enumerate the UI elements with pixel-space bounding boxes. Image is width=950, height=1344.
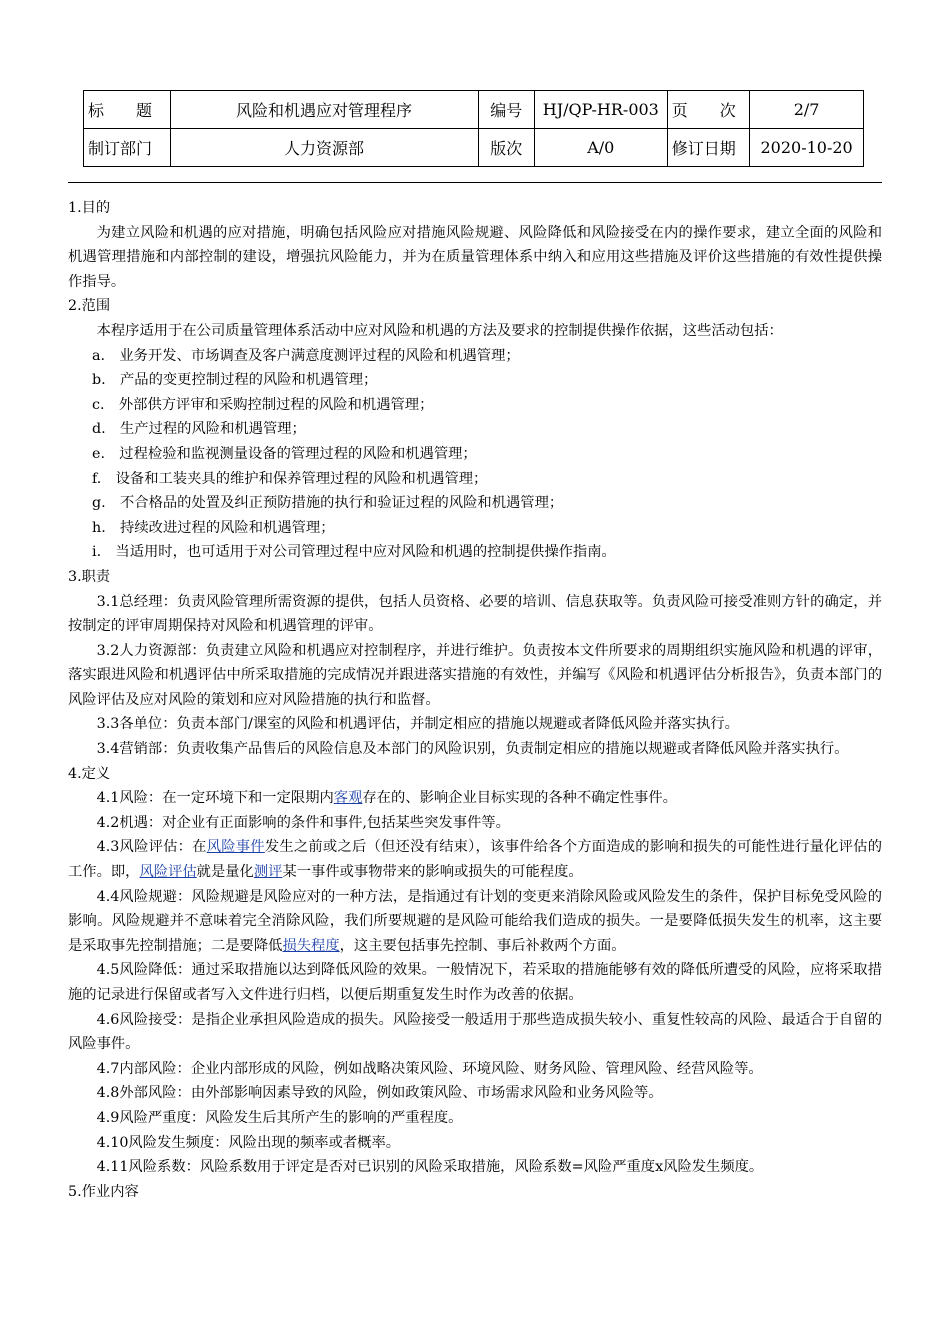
link-loss-degree[interactable]: 损失程度 [282, 937, 340, 954]
responsibility-marketing: 3.4营销部：负责收集产品售后的风险信息及本部门的风险识别，负责制定相应的措施以规避或者降低风险并落实执行。 [96, 741, 849, 758]
definition-frequency: 4.10风险发生频度：风险出现的频率或者概率。 [96, 1134, 401, 1151]
responsibility-units: 3.3各单位：负责本部门/课室的风险和机遇评估，并制定相应的措施以规避或者降低风险并落实执行。 [96, 716, 739, 733]
definition-risk [68, 786, 882, 811]
header-row-2 [84, 129, 864, 167]
definition-text: 4.3风险评估：在 [96, 839, 207, 856]
link-evaluation[interactable]: 测评 [253, 864, 283, 881]
purpose-paragraph: 为建立风险和机遇的应对措施，明确包括风险应对措施风险规避、风险降低和风险接受在内的操作要求，建立全面的风险和机遇管理措施和内部控制的建设，增强抗风险能力，并为在质量管理体系中纳入和应用这些措施及评价这些措施的有效性提供操作指导。 [68, 224, 882, 290]
definition-text: 发生之前或之后（但还没有结束），该事件给各个方面造成的影响和损失的可能性进行量化评估的工作。即， [68, 839, 882, 881]
date-label: 修订日期 [667, 129, 750, 167]
section-heading-purpose: 1.目的 [68, 200, 111, 216]
definition-risk-avoidance [68, 885, 882, 959]
definition-text: 4.1风险：在一定环境下和一定限期内 [96, 790, 334, 807]
list-item: e. 过程检验和监视测量设备的管理过程的风险和机遇管理； [92, 445, 477, 462]
section-heading-responsibilities: 3.职责 [68, 568, 111, 585]
document-body [68, 196, 882, 1204]
list-item: d. 生产过程的风险和机遇管理； [92, 421, 306, 438]
responsibility-gm: 3.1总经理：负责风险管理所需资源的提供，包括人员资格、必要的培训、信息获取等。负责风险可接受准则方针的确定，并按制定的评审周期保持对风险和机遇管理的评审。 [68, 593, 882, 635]
definition-text: ，这主要包括事先控制、事后补救两个方面。 [339, 937, 626, 954]
version-label: 版次 [478, 129, 534, 167]
section-heading-work-content: 5.作业内容 [68, 1183, 139, 1200]
list-item: i. 当适用时，也可适用于对公司管理过程中应对风险和机遇的控制提供操作指南。 [92, 544, 616, 561]
title-label: 标 题 [84, 91, 171, 129]
department: 人力资源部 [170, 129, 478, 167]
document-header-table [83, 90, 864, 167]
list-item: b. 产品的变更控制过程的风险和机遇管理； [92, 372, 378, 389]
definition-text: 4.4风险规避：风险规避是风险应对的一种方法，是指通过有计划的变更来消除风险或风险发生的条件，保护目标免受风险的影响。风险规避并不意味着完全消除风险，我们所要规避的是风险可能给我们造成的损失。一是要降低损失发生的机率，这主要是采取事先控制措施；二是要降低 [68, 888, 882, 954]
dept-label: 制订部门 [84, 129, 171, 167]
revision-date: 2020-10-20 [750, 129, 864, 167]
scope-paragraph: 本程序适用于在公司质量管理体系活动中应对风险和机遇的方法及要求的控制提供操作依据，这些活动包括： [96, 322, 783, 339]
responsibility-hr: 3.2人力资源部：负责建立风险和机遇应对控制程序，并进行维护。负责按本文件所要求的周期组织实施风险和机遇的评审，落实跟进风险和机遇评估中所采取措施的完成情况并跟进落实措施的有效性，并编写《风险和机遇评估分析报告》，负责本部门的风险评估及应对风险的策划和应对风险措施的执行和监督。 [68, 642, 882, 708]
list-item: g. 不合格品的处置及纠正预防措施的执行和验证过程的风险和机遇管理； [92, 495, 564, 512]
section-heading-definitions: 4.定义 [68, 765, 111, 782]
section-heading-scope: 2.范围 [68, 298, 111, 315]
definition-risk-acceptance: 4.6风险接受：是指企业承担风险造成的损失。风险接受一般适用于那些造成损失较小、重复性较高的风险、最适合于自留的风险事件。 [68, 1011, 882, 1053]
header-row-1 [84, 91, 864, 129]
definition-opportunity: 4.2机遇：对企业有正面影响的条件和事件,包括某些突发事件等。 [96, 814, 510, 831]
list-item: c. 外部供方评审和采购控制过程的风险和机遇管理； [92, 396, 434, 413]
code-label: 编号 [478, 91, 534, 129]
link-risk-event[interactable]: 风险事件 [206, 839, 265, 856]
definition-text: 某一事件或事物带来的影响或损失的可能程度。 [282, 864, 583, 881]
link-objective[interactable]: 客观 [333, 790, 363, 807]
definition-risk-coefficient: 4.11风险系数：风险系数用于评定是否对已识别的风险采取措施，风险系数=风险严重度x风险发生频度。 [96, 1159, 764, 1176]
definition-internal-risk: 4.7内部风险：企业内部形成的风险，例如战略决策风险、环境风险、财务风险、管理风险、经营风险等。 [96, 1060, 763, 1077]
definition-risk-assessment [68, 835, 882, 884]
link-risk-assessment[interactable]: 风险评估 [139, 864, 197, 881]
list-item: a. 业务开发、市场调查及客户满意度测评过程的风险和机遇管理； [92, 347, 520, 364]
document-code: HJ/QP-HR-003 [534, 91, 667, 129]
definition-text: 存在的、影响企业目标实现的各种不确定性事件。 [362, 790, 677, 807]
list-item: f. 设备和工装夹具的维护和保养管理过程的风险和机遇管理； [92, 470, 488, 487]
page-label: 页 次 [667, 91, 750, 129]
list-item: h. 持续改进过程的风险和机遇管理； [92, 519, 335, 536]
header-divider [68, 182, 882, 183]
document-title: 风险和机遇应对管理程序 [170, 91, 478, 129]
definition-text: 就是量化 [196, 864, 254, 881]
definition-external-risk: 4.8外部风险：由外部影响因素导致的风险，例如政策风险、市场需求风险和业务风险等。 [96, 1085, 663, 1102]
definition-risk-reduction: 4.5风险降低：通过采取措施以达到降低风险的效果。一般情况下，若采取的措施能够有效的降低所遭受的风险，应将采取措施的记录进行保留或者写入文件进行归档，以便后期重复发生时作为改善的依据。 [68, 962, 882, 1003]
version: A/0 [534, 129, 667, 167]
definition-severity: 4.9风险严重度：风险发生后其所产生的影响的严重程度。 [96, 1109, 463, 1126]
page-number: 2/7 [750, 91, 864, 129]
